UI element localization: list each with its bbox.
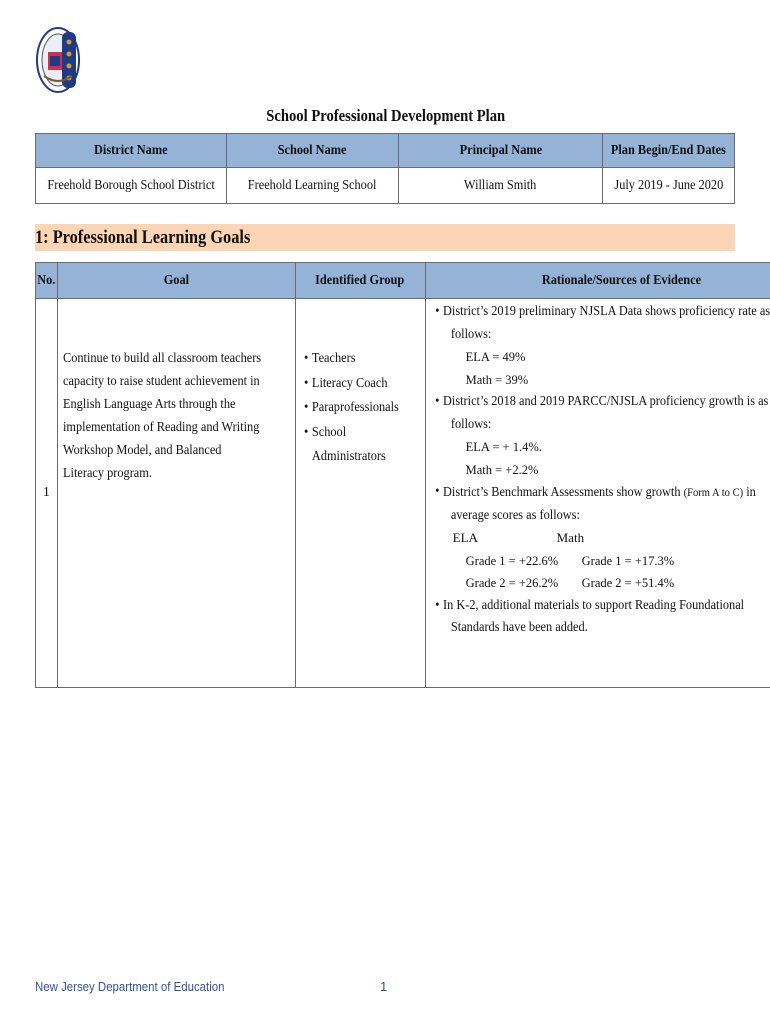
list-item: • Teachers [304,347,409,372]
school-name-header: School Name [227,134,399,168]
rationale-evidence: • District’s 2019 preliminary NJSLA Data shows proficiency rate as follows: ELA = 49% Math = 39% • District’s 2018 and 2019 PARCC/NJSLA proficiency growth is as follows: ELA = + 1.4%. Math = +2.2% • District’s Benchmark Assessments show growth (Form A to C) in average scores as follows: ELA Math Grade 1 = +22.6% Grade 1 = +17.3% Grade 2 = +26.2% Grade 2 = +51.4% • In K-2, additional materials to support Reading Foundational Standards have been added. [425,299,770,688]
district-info-table [35,133,735,204]
page-number: 1 [380,979,388,994]
goal-header: Goal [57,263,295,299]
rationale-bullet-1: • District’s 2019 preliminary NJSLA Data shows proficiency rate as [434,304,770,319]
table-row [36,299,770,688]
nj-seal-icon [36,26,80,94]
plan-dates-header: Plan Begin/End Dates [603,134,735,168]
rationale-bullet-3: • District’s Benchmark Assessments show growth (Form A to C) in [434,484,756,500]
footer-department: New Jersey Department of Education [35,979,225,994]
plan-dates-value: July 2019 - June 2020 [603,168,735,204]
rationale-bullet-2: • District’s 2018 and 2019 PARCC/NJSLA proficiency growth is as [434,394,768,409]
list-item: • Literacy Coach [304,372,409,397]
number-header: No. [36,263,58,299]
goal-number: 1 [36,299,58,688]
goal-text: Continue to build all classroom teachers capacity to raise student achievement in English Language Arts through the implementation of Reading and Writing Workshop Model, and Balanced Literacy program. [57,299,295,688]
school-name-value: Freehold Learning School [227,168,399,204]
principal-name-header: Principal Name [398,134,603,168]
district-name-header: District Name [36,134,227,168]
rationale-header: Rationale/Sources of Evidence [425,263,770,299]
document-title: School Professional Development Plan [266,106,506,125]
district-name-value: Freehold Borough School District [36,168,227,204]
list-item: • Paraprofessionals [304,396,409,421]
identified-group-header: Identified Group [295,263,425,299]
list-item: • School Administrators [304,421,409,470]
rationale-bullet-4: • In K-2, additional materials to support Reading Foundational [434,597,744,613]
section-banner [35,224,735,251]
goals-table [35,262,770,688]
principal-name-value: William Smith [398,168,603,204]
identified-groups [295,299,425,688]
section-title: 1: Professional Learning Goals [35,227,251,248]
